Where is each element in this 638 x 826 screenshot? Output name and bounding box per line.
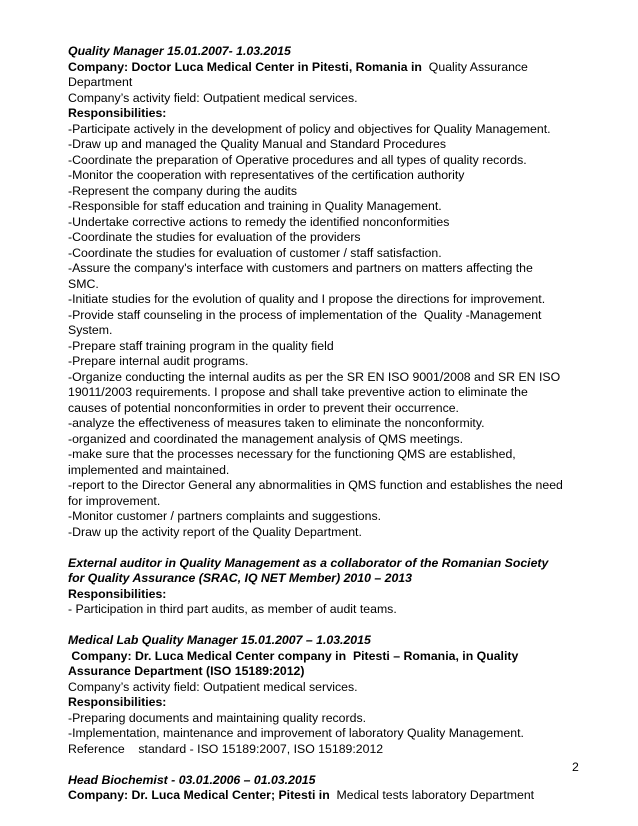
section-title: Medical Lab Quality Manager 15.01.2007 – 1.03.2015	[68, 633, 371, 647]
section-title: External auditor in Quality Management as a collaborator of the Romanian Society	[68, 555, 549, 570]
text-line: -Responsible for staff education and training in Quality Management.	[68, 199, 442, 213]
section-title: Quality Manager 15.01.2007- 1.03.2015	[68, 44, 291, 58]
company-department: Quality Assurance	[421, 59, 528, 74]
text-line: -Draw up the activity report of the Quality Department.	[68, 524, 362, 539]
text-line: Reference standard - ISO 15189:2007, ISO 15189:2012	[68, 741, 384, 756]
page-content	[68, 44, 588, 804]
section-spacer	[68, 540, 588, 556]
section-lines	[68, 75, 588, 540]
section-heading: Responsibilities:	[68, 106, 167, 120]
section-title: Head Biochemist - 03.01.2006 – 01.03.2015	[68, 772, 316, 787]
text-line: -Coordinate the preparation of Operative procedures and all types of quality records.	[68, 152, 527, 167]
company-department: Medical tests laboratory Department	[329, 788, 535, 802]
text-line: for improvement.	[68, 493, 161, 508]
text-line: -Prepare internal audit programs.	[68, 354, 249, 368]
section-lines	[68, 649, 588, 758]
text-line: System.	[68, 323, 113, 337]
text-line: -Preparing documents and maintaining quality records.	[68, 710, 367, 725]
section-heading: Responsibilities:	[68, 695, 167, 709]
section-heading: Company: Dr. Luca Medical Center company in Pitesti – Romania, in Quality	[68, 648, 519, 663]
text-line: - Participation in third part audits, as member of audit teams.	[68, 602, 397, 616]
text-line: implemented and maintained.	[68, 462, 230, 477]
section-heading: Assurance Department (ISO 15189:2012)	[68, 664, 305, 678]
text-line: -Initiate studies for the evolution of quality and I propose the directions for improvement.	[68, 292, 546, 306]
section-spacer	[68, 618, 588, 634]
text-line: -Provide staff counseling in the process of implementation of the Quality -Management	[68, 307, 542, 322]
section-title-continued: for Quality Assurance (SRAC, IQ NET Member) 2010 – 2013	[68, 571, 412, 585]
text-line: -organized and coordinated the management analysis of QMS meetings.	[68, 431, 464, 446]
text-line: -Coordinate the studies for evaluation of customer / staff satisfaction.	[68, 245, 442, 260]
company-name: Company: Dr. Luca Medical Center; Pitesti in	[68, 788, 330, 802]
text-line: -Monitor the cooperation with representatives of the certification authority	[68, 168, 465, 182]
section-external-auditor	[68, 556, 588, 618]
text-line: -Monitor customer / partners complaints and suggestions.	[68, 509, 382, 523]
text-line: -Draw up and managed the Quality Manual and Standard Procedures	[68, 137, 447, 151]
section-lines	[68, 587, 588, 618]
text-line: -Assure the company's interface with customers and partners on matters affecting the	[68, 261, 533, 275]
text-line: Department	[68, 75, 133, 89]
text-line: -make sure that the processes necessary for the functioning QMS are established,	[68, 447, 516, 461]
company-line	[68, 788, 588, 804]
text-line: Company’s activity field: Outpatient medical services.	[68, 90, 358, 105]
text-line: 19011/2003 requirements. I propose and shall take preventive action to eliminate the	[68, 385, 528, 399]
text-line: -Represent the company during the audits	[68, 183, 297, 198]
text-line: Company’s activity field: Outpatient medical services.	[68, 679, 358, 694]
text-line: -Undertake corrective actions to remedy the identified nonconformities	[68, 214, 450, 229]
text-line: causes of potential nonconformities in order to prevent their occurrence.	[68, 400, 459, 415]
page-number: 2	[572, 760, 579, 774]
section-head-biochemist	[68, 773, 588, 804]
text-line: -Organize conducting the internal audits as per the SR EN ISO 9001/2008 and SR EN ISO	[68, 369, 561, 384]
section-spacer	[68, 757, 588, 773]
company-name: Company: Doctor Luca Medical Center in Pitesti, Romania in	[68, 59, 422, 74]
text-line: -Implementation, maintenance and improvement of laboratory Quality Management.	[68, 726, 524, 740]
company-line	[68, 60, 588, 76]
text-line: -analyze the effectiveness of measures taken to eliminate the nonconformity.	[68, 416, 485, 430]
text-line: -Prepare staff training program in the quality field	[68, 338, 334, 353]
section-quality-manager	[68, 44, 588, 540]
text-line: -Participate actively in the development of policy and objectives for Quality Management.	[68, 121, 551, 136]
section-lab-quality-manager	[68, 633, 588, 757]
text-line: -report to the Director General any abnormalities in QMS function and establishes the need	[68, 478, 563, 492]
text-line: SMC.	[68, 276, 99, 291]
text-line: -Coordinate the studies for evaluation of the providers	[68, 230, 361, 244]
section-heading: Responsibilities:	[68, 586, 167, 601]
